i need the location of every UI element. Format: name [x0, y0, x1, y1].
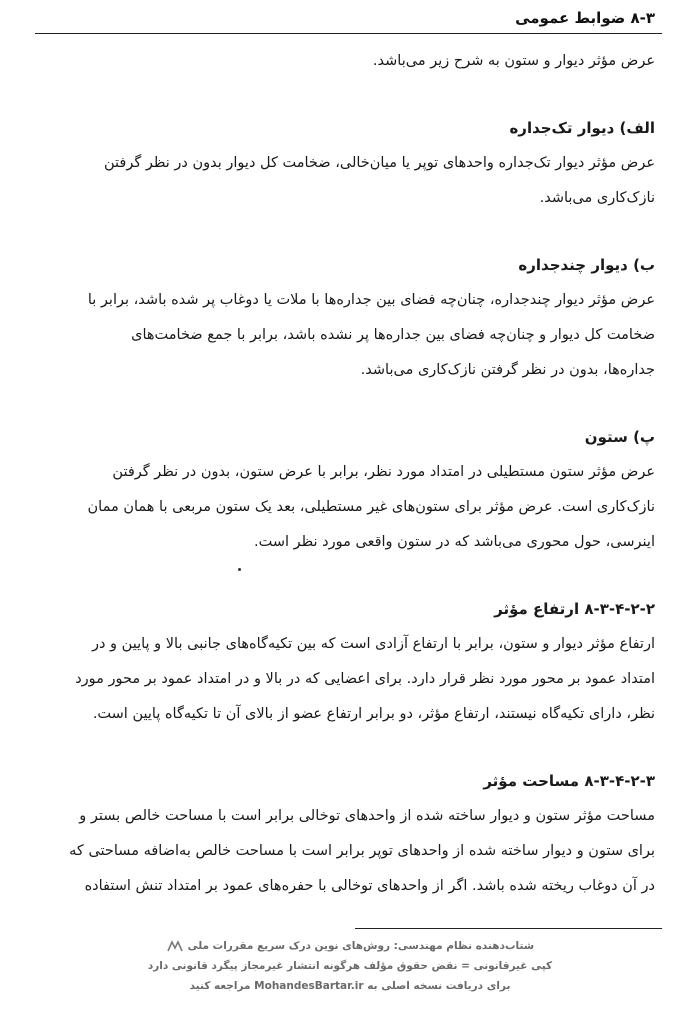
section-column-line: نازک‌کاری است. عرض مؤثر برای ستون‌های غیر مستطیلی، بعد یک ستون مربعی با همان ممان — [87, 499, 655, 515]
section-effective-height-heading: ۸-۳-۴-۲-۲ ارتفاع مؤثر — [494, 600, 655, 618]
watermark-footer — [90, 936, 610, 996]
section-effective-height-line: امتداد عمود بر محور مورد نظر قرار دارد. برای اعضایی که در بالا و در امتداد عمود بر محور مورد — [75, 671, 655, 687]
watermark-line: کپی غیرقانونی = نقض حقوق مؤلف هرگونه انتشار غیرمجاز پیگرد قانونی دارد — [147, 960, 553, 972]
section-multi-wythe-line: عرض مؤثر دیوار چندجداره، چنان‌چه فضای بین جداره‌ها با ملات یا دوغاب پر شده باشد، برابر با — [87, 292, 655, 308]
section-column-line: عرض مؤثر ستون مستطیلی در امتداد مورد نظر، برابر با عرض ستون، بدون در نظر گرفتن — [112, 464, 655, 480]
logo-icon — [166, 939, 184, 953]
section-effective-area-line: مساحت مؤثر ستون و دیوار ساخته شده از واحدهای توخالی برابر است با مساحت خالص بستر و — [79, 808, 655, 824]
stray-dot — [238, 568, 241, 571]
watermark-line: شتاب‌دهنده نظام مهندسی: روش‌های نوین درک سریع مقررات ملی — [90, 936, 610, 956]
section-multi-wythe-line: ضخامت کل دیوار و چنان‌چه فضای بین جداره‌ها پر نشده باشد، برابر با جمع ضخامت‌های — [131, 327, 655, 343]
page-body — [40, 44, 655, 904]
watermark-line: برای دریافت نسخه اصلی به MohandesBartar.ir مراجعه کنید — [189, 980, 511, 992]
footer-divider — [355, 928, 662, 929]
section-single-wythe-heading: الف) دیوار تک‌جداره — [509, 119, 655, 137]
intro-paragraph: عرض مؤثر دیوار و ستون به شرح زیر می‌باشد. — [372, 53, 655, 69]
section-effective-area-line: در آن دوغاب ریخته شده باشد. اگر از واحدهای توخالی با حفره‌های عمود بر امتداد تنش استفاده — [84, 878, 655, 894]
section-column-line: اینرسی، حول محوری می‌باشد که در ستون واقعی مورد نظر است. — [254, 534, 655, 550]
section-single-wythe-line: عرض مؤثر دیوار تک‌جداره واحدهای توپر یا میان‌خالی، ضخامت کل دیوار بدون در نظر گرفتن — [104, 155, 655, 171]
section-effective-area-heading: ۸-۳-۴-۲-۳ مساحت مؤثر — [483, 772, 655, 790]
section-multi-wythe-heading: ب) دیوار چندجداره — [518, 256, 655, 274]
section-single-wythe-line: نازک‌کاری می‌باشد. — [539, 190, 655, 206]
chapter-header: ۸-۳ ضوابط عمومی — [515, 9, 655, 27]
header-divider — [35, 33, 662, 34]
section-effective-height-line: نظر، دارای تکیه‌گاه نیستند، ارتفاع مؤثر، دو برابر ارتفاع عضو از بالای آن تا تکیه‌گاه پایین است. — [92, 706, 655, 722]
section-effective-area-line: برای ستون و دیوار ساخته شده از واحدهای توپر برابر است با مساحت خالص به‌اضافه مساحتی که — [69, 843, 655, 859]
section-multi-wythe-line: جداره‌ها، بدون در نظر گرفتن نازک‌کاری می‌باشد. — [360, 362, 655, 378]
section-column-heading: پ) ستون — [584, 428, 655, 446]
section-effective-height-line: ارتفاع مؤثر دیوار و ستون، برابر با ارتفاع آزادی است که بین تکیه‌گاه‌های جانبی بالا و پایین و در — [91, 636, 655, 652]
